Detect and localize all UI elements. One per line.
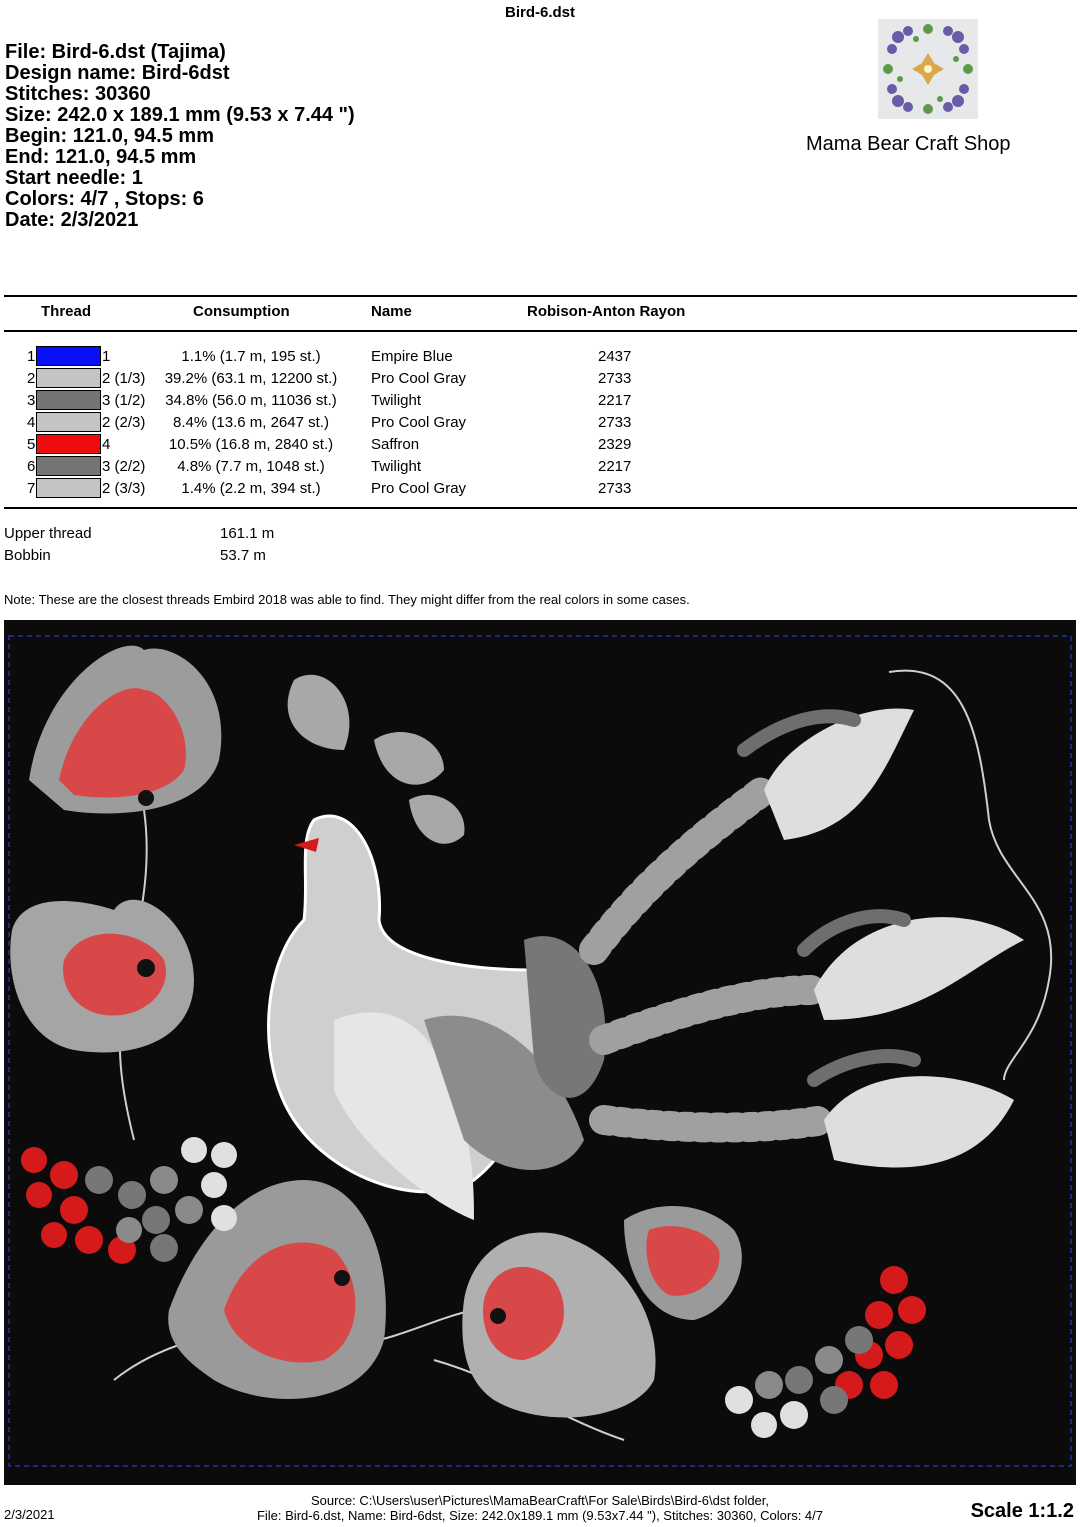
thread-code: 2733 bbox=[598, 370, 632, 387]
thread-color-swatch bbox=[36, 478, 101, 498]
bobbin-value: 53.7 m bbox=[220, 547, 266, 564]
footer-source-line: Source: C:\Users\user\Pictures\MamaBearCraft\For Sale\Birds\Bird-6\dst folder, bbox=[310, 1493, 770, 1508]
thread-code: 2217 bbox=[598, 392, 632, 409]
thread-label: 4 bbox=[102, 436, 111, 453]
embroidery-preview-image bbox=[4, 620, 1076, 1485]
document-title: Bird-6.dst bbox=[504, 4, 575, 21]
upper-thread-label: Upper thread bbox=[4, 525, 92, 542]
footer-date: 2/3/2021 bbox=[4, 1507, 55, 1522]
thread-label: 3 (1/2) bbox=[102, 392, 146, 409]
thread-label: 1 bbox=[102, 348, 111, 365]
thread-label: 2 (2/3) bbox=[102, 414, 146, 431]
table-header-rule bbox=[4, 330, 1077, 332]
end-line: End: 121.0, 94.5 mm bbox=[5, 146, 197, 168]
thread-note: Note: These are the closest threads Embird 2018 was able to find. They might differ from the real colors in some cases. bbox=[4, 592, 690, 607]
table-row bbox=[0, 367, 1080, 389]
table-top-rule bbox=[4, 295, 1077, 297]
thread-code: 2733 bbox=[598, 414, 632, 431]
thread-number: 7 bbox=[27, 480, 36, 497]
table-row bbox=[0, 455, 1080, 477]
thread-number: 3 bbox=[27, 392, 36, 409]
thread-name: Empire Blue bbox=[371, 348, 453, 365]
thread-color-swatch bbox=[36, 412, 101, 432]
thread-name: Pro Cool Gray bbox=[371, 414, 467, 431]
thread-code: 2437 bbox=[598, 348, 632, 365]
thread-code: 2329 bbox=[598, 436, 632, 453]
thread-number: 4 bbox=[27, 414, 36, 431]
file-info-block bbox=[5, 42, 355, 231]
thread-label: 3 (2/2) bbox=[102, 458, 146, 475]
thread-label: 2 (3/3) bbox=[102, 480, 146, 497]
thread-color-swatch bbox=[36, 456, 101, 476]
header-consumption: Consumption bbox=[193, 303, 290, 320]
thread-name: Pro Cool Gray bbox=[371, 370, 467, 387]
thread-consumption: 1.1% (1.7 m, 195 st.) bbox=[181, 348, 321, 365]
table-row bbox=[0, 477, 1080, 499]
thread-consumption: 1.4% (2.2 m, 394 st.) bbox=[181, 480, 321, 497]
thread-number: 6 bbox=[27, 458, 36, 475]
begin-line: Begin: 121.0, 94.5 mm bbox=[5, 125, 214, 147]
thread-consumption: 39.2% (63.1 m, 12200 st.) bbox=[164, 370, 338, 387]
thread-code: 2217 bbox=[598, 458, 632, 475]
header-name: Name bbox=[371, 303, 412, 320]
design-name-line: Design name: Bird-6dst bbox=[5, 62, 230, 84]
thread-name: Pro Cool Gray bbox=[371, 480, 467, 497]
upper-thread-value: 161.1 m bbox=[220, 525, 275, 542]
thread-label: 2 (1/3) bbox=[102, 370, 146, 387]
thread-name: Twilight bbox=[371, 392, 422, 409]
start-needle-line: Start needle: 1 bbox=[5, 167, 143, 189]
colors-line: Colors: 4/7 , Stops: 6 bbox=[5, 188, 204, 210]
footer-file-line: File: Bird-6.dst, Name: Bird-6dst, Size: 242.0x189.1 mm (9.53x7.44 "), Stitches: 30360, Colors: 4/7 bbox=[256, 1508, 824, 1523]
thread-color-swatch bbox=[36, 434, 101, 454]
thread-color-swatch bbox=[36, 346, 101, 366]
thread-number: 1 bbox=[27, 348, 36, 365]
footer-source bbox=[0, 1493, 1080, 1523]
table-bottom-rule bbox=[4, 507, 1077, 509]
thread-color-swatch bbox=[36, 368, 101, 388]
thread-code: 2733 bbox=[598, 480, 632, 497]
thread-number: 5 bbox=[27, 436, 36, 453]
table-row bbox=[0, 411, 1080, 433]
table-row bbox=[0, 389, 1080, 411]
thread-name: Saffron bbox=[371, 436, 420, 453]
thread-name: Twilight bbox=[371, 458, 422, 475]
bobbin-label: Bobbin bbox=[4, 547, 51, 564]
table-row bbox=[0, 345, 1080, 367]
file-line: File: Bird-6.dst (Tajima) bbox=[5, 41, 226, 63]
footer-scale: Scale 1:1.2 bbox=[970, 1500, 1074, 1522]
stitches-line: Stitches: 30360 bbox=[5, 83, 151, 105]
thread-number: 2 bbox=[27, 370, 36, 387]
date-line: Date: 2/3/2021 bbox=[5, 209, 139, 231]
thread-consumption: 10.5% (16.8 m, 2840 st.) bbox=[168, 436, 334, 453]
flower-left-middle bbox=[10, 900, 194, 1053]
header-brand: Robison-Anton Rayon bbox=[527, 303, 686, 320]
thread-consumption: 34.8% (56.0 m, 11036 st.) bbox=[165, 392, 337, 409]
shop-logo-image bbox=[878, 19, 978, 119]
table-row bbox=[0, 433, 1080, 455]
header-thread: Thread bbox=[41, 303, 92, 320]
thread-consumption: 4.8% (7.7 m, 1048 st.) bbox=[177, 458, 325, 475]
thread-color-swatch bbox=[36, 390, 101, 410]
shop-name: Mama Bear Craft Shop bbox=[806, 133, 1011, 155]
thread-consumption: 8.4% (13.6 m, 2647 st.) bbox=[173, 414, 329, 431]
size-line: Size: 242.0 x 189.1 mm (9.53 x 7.44 ") bbox=[5, 104, 355, 126]
